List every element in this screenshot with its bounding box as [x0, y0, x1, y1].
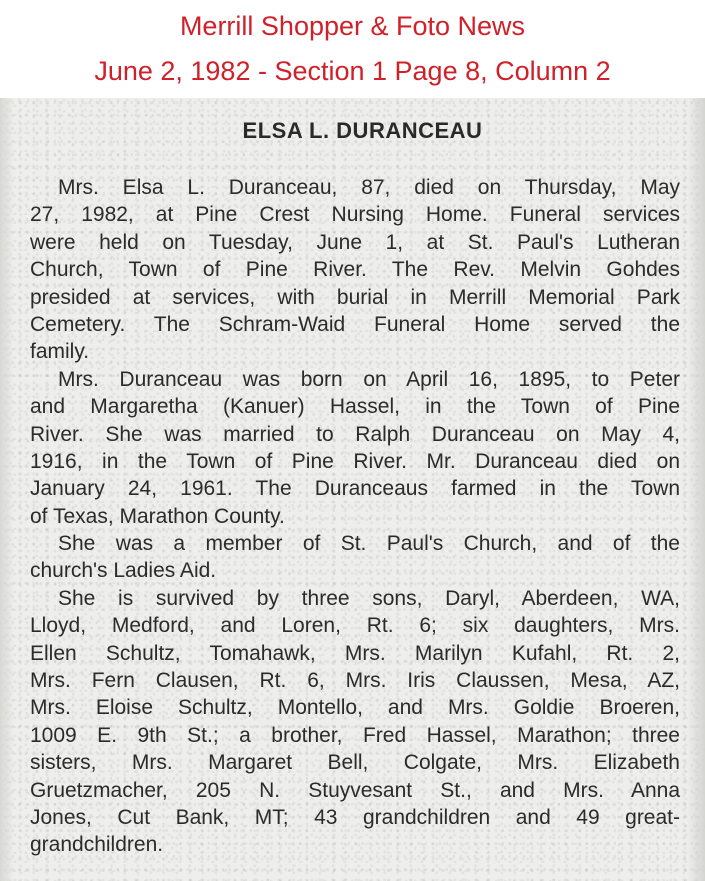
article-line: 1916, in the Town of Pine River. Mr. Duranceau died on [30, 449, 680, 473]
article-line: Mrs. Duranceau was born on April 16, 1895, to Peter [58, 367, 680, 391]
article-line: sisters, Mrs. Margaret Bell, Colgate, Mrs. Elizabeth [30, 751, 680, 775]
article-line: River. She was married to Ralph Duranceau on May 4, [30, 422, 680, 446]
article-line: Jones, Cut Bank, MT; 43 grandchildren and 49 great- [30, 805, 680, 829]
article-line: Ellen Schultz, Tomahawk, Mrs. Marilyn Kufahl, Rt. 2, [30, 641, 680, 665]
article-line: Gruetzmacher, 205 N. Stuyvesant St., and Mrs. Anna [30, 778, 680, 802]
clipping-right-edge [687, 98, 705, 881]
article-line: She was a member of St. Paul's Church, and of the [58, 532, 680, 556]
article-line: She is survived by three sons, Daryl, Aberdeen, WA, [58, 586, 680, 610]
article-line: January 24, 1961. The Duranceaus farmed in the Town [30, 477, 680, 501]
article-line: presided at services, with burial in Merrill Memorial Park [30, 285, 680, 309]
article-line: Mrs. Fern Clausen, Rt. 6, Mrs. Iris Claussen, Mesa, AZ, [30, 669, 680, 693]
publication-edition: June 2, 1982 - Section 1 Page 8, Column 2 [94, 56, 611, 86]
article-line: 27, 1982, at Pine Crest Nursing Home. Funeral services [30, 203, 680, 227]
article-line: church's Ladies Aid. [30, 559, 217, 583]
article-line: family. [30, 340, 90, 364]
article-line: Mrs. Elsa L. Duranceau, 87, died on Thursday, May [58, 176, 680, 199]
article-line: and Margaretha (Kanuer) Hassel, in the Town of Pine [30, 395, 680, 419]
article-line: Church, Town of Pine River. The Rev. Melvin Gohdes [30, 258, 680, 282]
article-line: Cemetery. The Schram-Waid Funeral Home served the [30, 312, 680, 336]
obituary-body [30, 174, 680, 859]
article-line: grandchildren. [30, 833, 164, 857]
article-line: of Texas, Marathon County. [30, 504, 285, 528]
publication-title: Merrill Shopper & Foto News [179, 11, 526, 41]
article-line: Mrs. Eloise Schultz, Montello, and Mrs. Goldie Broeren, [30, 696, 680, 720]
article-line: Lloyd, Medford, and Loren, Rt. 6; six daughters, Mrs. [30, 614, 680, 638]
article-line: 1009 E. 9th St.; a brother, Fred Hassel, Marathon; three [30, 723, 680, 747]
obituary-headline: ELSA L. DURANCEAU [242, 118, 483, 143]
article-line: were held on Tuesday, June 1, at St. Paul's Lutheran [30, 230, 680, 254]
clipping-left-edge [0, 98, 14, 881]
source-header [0, 0, 705, 100]
newspaper-clipping [0, 98, 705, 881]
